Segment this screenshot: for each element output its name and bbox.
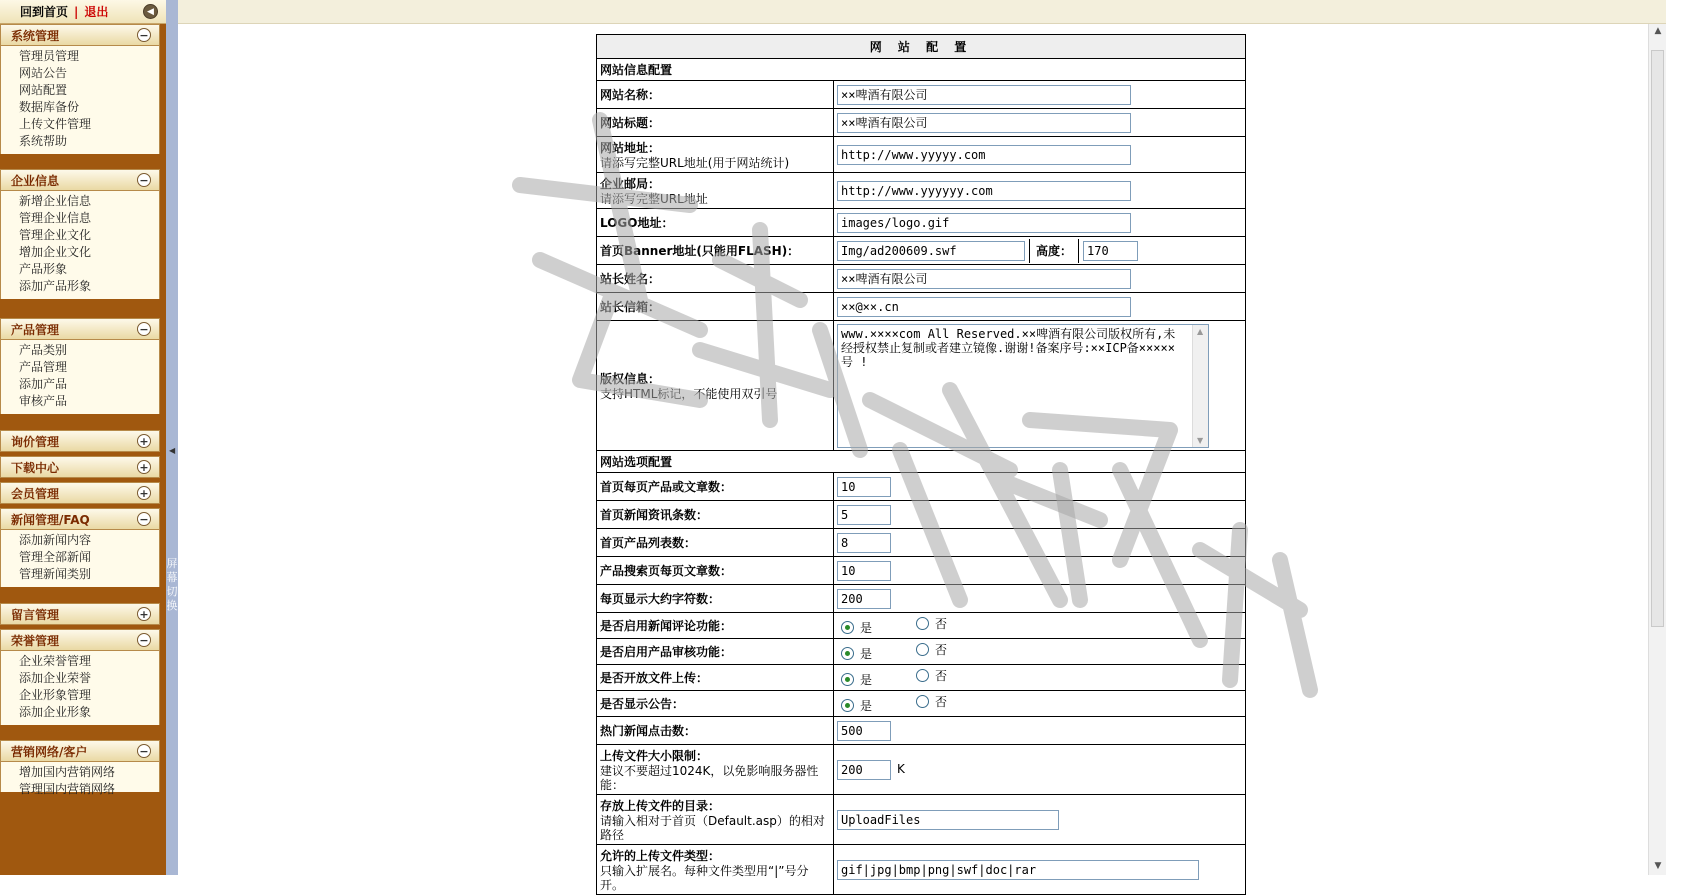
file-upload-yes-radio[interactable]: 是 [841, 671, 872, 688]
menu-item[interactable]: 企业形象管理 [19, 688, 92, 702]
collapse-icon[interactable]: − [137, 633, 151, 647]
upload-types-input[interactable] [837, 860, 1199, 880]
menu-item[interactable]: 添加企业荣誉 [19, 671, 92, 685]
home-news-input[interactable] [837, 505, 891, 525]
home-product-list-input[interactable] [837, 533, 891, 553]
news-comment-no-radio[interactable]: 否 [916, 615, 947, 632]
collapse-icon[interactable]: − [137, 28, 151, 42]
site-mail-hint: 请添写完整URL地址 [600, 192, 708, 206]
search-page-input[interactable] [837, 561, 891, 581]
webmaster-mail-label: 站长信箱： [597, 293, 834, 321]
upload-size-hint: 建议不要超过1024K，以免影响服务器性能： [600, 764, 819, 792]
menu-item[interactable]: 增加国内营销网络 [19, 765, 116, 779]
scroll-down-icon[interactable]: ▼ [1197, 435, 1204, 445]
menu-item[interactable]: 产品类别 [19, 343, 68, 357]
site-title-input[interactable] [837, 113, 1131, 133]
copyright-textarea[interactable] [837, 324, 1209, 448]
product-review-label: 是否启用产品审核功能： [597, 639, 834, 665]
menu-download [0, 456, 160, 478]
topbar-separator: | [74, 4, 79, 19]
collapse-icon[interactable]: − [137, 322, 151, 336]
collapse-icon[interactable]: − [137, 512, 151, 526]
logo-input[interactable] [837, 213, 1131, 233]
scroll-up-icon[interactable]: ▲ [1654, 26, 1662, 36]
upload-dir-label: 存放上传文件的目录： [600, 799, 721, 813]
scroll-down-icon[interactable]: ▼ [1654, 861, 1662, 871]
webmaster-name-label: 站长姓名： [597, 265, 834, 293]
banner-label: 首页Banner地址(只能用FLASH)： [597, 237, 834, 265]
radio-checked-icon[interactable] [841, 621, 854, 634]
upload-size-input[interactable] [837, 760, 891, 780]
menu-item[interactable]: 网站配置 [19, 83, 68, 97]
site-mail-input[interactable] [837, 181, 1131, 201]
menu-item[interactable]: 添加产品形象 [19, 279, 92, 293]
home-link[interactable]: 回到首页 [20, 5, 69, 19]
section-site-info: 网站信息配置 [597, 59, 1246, 81]
screen-toggle-label: 屏幕切换 [166, 557, 178, 612]
file-upload-no-radio[interactable]: 否 [916, 667, 947, 684]
menu-system [0, 24, 160, 154]
site-title-label: 网站标题： [597, 109, 834, 137]
site-name-label: 网站名称： [597, 81, 834, 109]
menu-head-news[interactable]: 新闻管理/FAQ − [0, 508, 160, 530]
menu-head-company[interactable]: 企业信息 − [0, 169, 160, 191]
logout-link[interactable]: 退出 [84, 5, 109, 19]
hot-news-label: 热门新闻点击数： [597, 717, 834, 745]
menu-item[interactable]: 添加产品 [19, 377, 68, 391]
home-products-input[interactable] [837, 477, 891, 497]
site-url-hint: 请添写完整URL地址(用于网站统计) [600, 156, 790, 170]
page-title: 网 站 配 置 [597, 35, 1246, 59]
menu-item[interactable]: 管理员管理 [19, 49, 80, 63]
expand-icon[interactable]: + [137, 434, 151, 448]
home-product-list-label: 首页产品列表数： [597, 529, 834, 557]
collapse-icon[interactable]: − [137, 173, 151, 187]
menu-head-members[interactable]: 会员管理 + [0, 482, 160, 504]
menu-item[interactable]: 管理企业文化 [19, 228, 92, 242]
scrollbar-thumb[interactable] [1651, 50, 1664, 627]
file-upload-label: 是否开放文件上传： [597, 665, 834, 691]
site-mail-label: 企业邮局： [600, 177, 661, 191]
menu-honors [0, 629, 160, 725]
search-page-label: 产品搜索页每页文章数： [597, 557, 834, 585]
upload-size-unit: K [897, 762, 905, 776]
menu-item[interactable]: 管理企业信息 [19, 211, 92, 225]
menu-item[interactable]: 网站公告 [19, 66, 68, 80]
site-url-input[interactable] [837, 145, 1131, 165]
section-site-options: 网站选项配置 [597, 451, 1246, 473]
menu-head-products[interactable]: 产品管理 − [0, 318, 160, 340]
expand-icon[interactable]: + [137, 486, 151, 500]
sidebar-topbar [0, 0, 166, 24]
site-config-table [596, 34, 1246, 895]
menu-products [0, 318, 160, 414]
menu-item[interactable]: 上传文件管理 [19, 117, 92, 131]
menu-members [0, 482, 160, 504]
chars-per-page-label: 每页显示大约字符数： [597, 585, 834, 613]
menu-head-guestbook[interactable]: 留言管理 + [0, 603, 160, 625]
screen-toggle-splitter[interactable] [166, 0, 178, 875]
chars-per-page-input[interactable] [837, 589, 891, 609]
hot-news-input[interactable] [837, 721, 891, 741]
menu-item[interactable]: 新增企业信息 [19, 194, 92, 208]
product-review-no-radio[interactable]: 否 [916, 641, 947, 658]
arrow-left-icon[interactable]: ◀ [169, 446, 176, 455]
radio-unchecked-icon[interactable] [916, 617, 929, 630]
menu-item[interactable]: 添加新闻内容 [19, 533, 92, 547]
menu-item[interactable]: 管理全部新闻 [19, 550, 92, 564]
menu-company [0, 169, 160, 299]
menu-head-honors[interactable]: 荣誉管理 − [0, 629, 160, 651]
menu-guestbook [0, 603, 160, 625]
menu-item[interactable]: 增加企业文化 [19, 245, 92, 259]
copyright-hint: 支持HTML标记，不能使用双引号 [600, 387, 778, 401]
webmaster-name-input[interactable] [837, 269, 1131, 289]
collapse-sidebar-icon[interactable]: ◀ [143, 4, 158, 19]
webmaster-mail-input[interactable] [837, 297, 1131, 317]
upload-dir-input[interactable] [837, 810, 1059, 830]
menu-head-inquiry[interactable]: 询价管理 + [0, 430, 160, 452]
radio-checked-icon[interactable] [841, 673, 854, 686]
menu-item[interactable]: 数据库备份 [19, 100, 80, 114]
menu-head-download[interactable]: 下载中心 + [0, 456, 160, 478]
radio-unchecked-icon[interactable] [916, 695, 929, 708]
copyright-textarea-wrap [837, 324, 1209, 448]
scroll-up-icon[interactable]: ▲ [1197, 326, 1204, 336]
show-notice-no-radio[interactable]: 否 [916, 693, 947, 710]
menu-item[interactable]: 产品形象 [19, 262, 68, 276]
upload-types-label: 允许的上传文件类型： [600, 849, 721, 863]
upload-dir-hint: 请输入相对于首页（Default.asp）的相对路径 [600, 814, 825, 842]
menu-item[interactable]: 产品管理 [19, 360, 68, 374]
banner-height-input[interactable] [1083, 241, 1138, 261]
menu-item[interactable]: 管理国内营销网络 [19, 782, 116, 796]
radio-checked-icon[interactable] [841, 647, 854, 660]
menu-head-system[interactable]: 系统管理 − [0, 24, 160, 46]
sidebar [0, 0, 166, 875]
main-content [178, 0, 1666, 892]
product-review-yes-radio[interactable]: 是 [841, 645, 872, 662]
news-comment-yes-radio[interactable]: 是 [841, 619, 872, 636]
upload-types-hint: 只输入扩展名。每种文件类型用“|”号分开。 [600, 864, 809, 892]
news-comment-label: 是否启用新闻评论功能： [597, 613, 834, 639]
site-name-input[interactable] [837, 85, 1131, 105]
menu-inquiry [0, 430, 160, 452]
banner-input[interactable] [837, 241, 1025, 261]
banner-height-label: 高度： [1029, 239, 1079, 263]
show-notice-label: 是否显示公告： [597, 691, 834, 717]
upload-size-label: 上传文件大小限制： [600, 749, 709, 763]
site-url-label: 网站地址： [600, 141, 661, 155]
radio-unchecked-icon[interactable] [916, 643, 929, 656]
expand-icon[interactable]: + [137, 607, 151, 621]
menu-head-marketing[interactable]: 营销网络/客户 − [0, 740, 160, 762]
radio-checked-icon[interactable] [841, 699, 854, 712]
textarea-scrollbar[interactable] [1192, 325, 1208, 447]
radio-unchecked-icon[interactable] [916, 669, 929, 682]
menu-news [0, 508, 160, 587]
menu-item[interactable]: 审核产品 [19, 394, 68, 408]
logo-label: LOGO地址： [597, 209, 834, 237]
collapse-icon[interactable]: − [137, 744, 151, 758]
menu-item[interactable]: 系统帮助 [19, 134, 68, 148]
menu-item[interactable]: 企业荣誉管理 [19, 654, 92, 668]
content-header-bar [178, 0, 1666, 24]
menu-item[interactable]: 管理新闻类别 [19, 567, 92, 581]
home-news-label: 首页新闻资讯条数： [597, 501, 834, 529]
copyright-label: 版权信息： [600, 372, 661, 386]
expand-icon[interactable]: + [137, 460, 151, 474]
menu-item[interactable]: 添加企业形象 [19, 705, 92, 719]
menu-marketing [0, 740, 160, 796]
show-notice-yes-radio[interactable]: 是 [841, 697, 872, 714]
page-scrollbar[interactable] [1648, 24, 1666, 875]
home-products-label: 首页每页产品或文章数： [597, 473, 834, 501]
